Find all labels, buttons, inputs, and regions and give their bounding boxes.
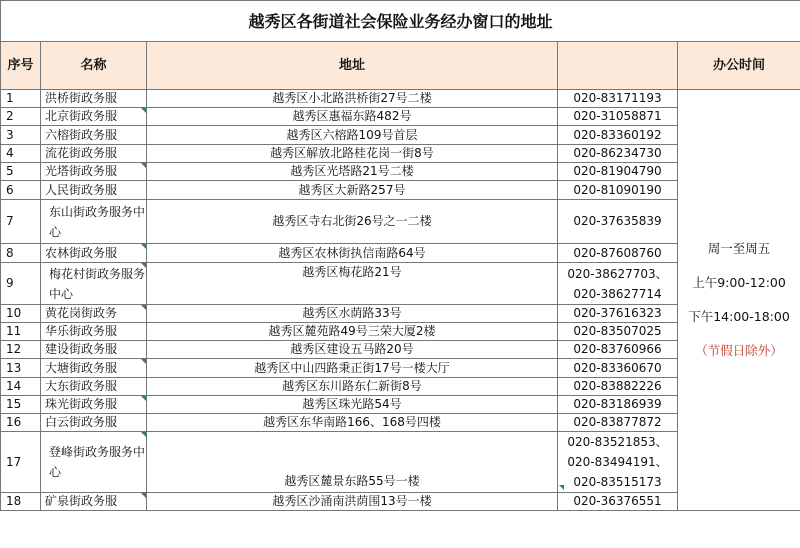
comment-marker-icon (141, 263, 146, 268)
phone-number: 020-81090190 (573, 182, 662, 197)
row-address: 越秀区农林街执信南路64号 (147, 244, 558, 263)
header-hours: 办公时间 (678, 42, 800, 90)
phone-number: 020-83521853、 (567, 435, 668, 449)
row-address: 越秀区沙涌南洪荫围13号一楼 (147, 493, 558, 511)
row-name: 珠光街政务服 (41, 396, 147, 414)
row-name: 梅花村街政务服务中心 (41, 263, 147, 305)
phone-number: 020-86234730 (573, 146, 662, 160)
row-seq: 7 (1, 200, 41, 244)
row-phone (558, 305, 678, 323)
row-address: 越秀区六榕路109号首层 (147, 126, 558, 145)
header-seq: 序号 (1, 42, 41, 90)
comment-marker-icon (141, 305, 146, 310)
phone-number: 020-83760966 (573, 342, 662, 356)
row-phone (558, 493, 678, 511)
phone-number: 020-83515173 (573, 475, 662, 489)
row-address: 越秀区东华南路166、168号四楼 (147, 414, 558, 432)
spacer (678, 292, 800, 308)
phone-number: 020-83360192 (573, 127, 662, 142)
header-name: 名称 (41, 42, 147, 90)
row-seq: 3 (1, 126, 41, 145)
phone-number: 020-31058871 (573, 109, 662, 123)
row-address: 越秀区梅花路21号 (147, 263, 558, 305)
row-address: 越秀区大新路257号 (147, 181, 558, 200)
row-phone (558, 200, 678, 244)
row-phone (558, 432, 678, 493)
row-phone (558, 359, 678, 378)
row-phone (558, 145, 678, 163)
row-address: 越秀区惠福东路482号 (147, 108, 558, 126)
phone-number: 020-81904790 (573, 164, 662, 178)
phone-number: 020-83360670 (573, 360, 662, 375)
row-seq: 8 (1, 244, 41, 263)
spacer (678, 258, 800, 274)
row-address: 越秀区建设五马路20号 (147, 341, 558, 359)
phone-number: 020-37635839 (573, 214, 662, 228)
row-phone (558, 263, 678, 305)
row-name: 大塘街政务服 (41, 359, 147, 378)
row-name: 大东街政务服 (41, 378, 147, 396)
row-seq: 12 (1, 341, 41, 359)
row-seq: 16 (1, 414, 41, 432)
phone-number: 020-37616323 (573, 306, 662, 320)
row-address: 越秀区珠光路54号 (147, 396, 558, 414)
row-phone (558, 341, 678, 359)
row-phone (558, 90, 678, 108)
row-seq: 10 (1, 305, 41, 323)
phone-number: 020-83507025 (573, 324, 662, 338)
comment-marker-icon (141, 359, 146, 364)
table-row (1, 90, 800, 108)
row-name: 登峰街政务服务中心 (41, 432, 147, 493)
row-phone (558, 378, 678, 396)
row-address: 越秀区中山四路秉正街17号一楼大厅 (147, 359, 558, 378)
row-seq: 1 (1, 90, 41, 108)
row-name: 洪桥街政务服 (41, 90, 147, 108)
phone-number: 020-83494191、 (567, 455, 668, 469)
phone-number: 020-38627714 (573, 286, 662, 301)
row-name: 白云街政务服 (41, 414, 147, 432)
row-name: 黄花岗街政务 (41, 305, 147, 323)
row-phone (558, 181, 678, 200)
row-address: 越秀区麓景东路55号一楼 (147, 432, 558, 493)
row-seq: 4 (1, 145, 41, 163)
row-seq: 9 (1, 263, 41, 305)
row-seq: 6 (1, 181, 41, 200)
row-seq: 13 (1, 359, 41, 378)
row-seq: 18 (1, 493, 41, 511)
header-address: 地址 (147, 42, 558, 90)
phone-number: 020-87608760 (573, 245, 662, 260)
row-name: 华乐街政务服 (41, 323, 147, 341)
row-seq: 14 (1, 378, 41, 396)
row-address: 越秀区解放北路桂花岗一街8号 (147, 145, 558, 163)
phone-number: 020-83171193 (573, 91, 662, 105)
row-address: 越秀区麓苑路49号三荣大厦2楼 (147, 323, 558, 341)
row-address: 越秀区光塔路21号二楼 (147, 163, 558, 181)
phone-number: 020-36376551 (573, 494, 662, 508)
row-seq: 2 (1, 108, 41, 126)
row-address: 越秀区小北路洪桥街27号二楼 (147, 90, 558, 108)
comment-marker-icon (141, 493, 146, 498)
row-address: 越秀区寺右北街26号之一二楼 (147, 200, 558, 244)
spacer (678, 326, 800, 342)
row-name: 流花街政务服 (41, 145, 147, 163)
row-address: 越秀区水荫路33号 (147, 305, 558, 323)
comment-marker-icon (141, 244, 146, 249)
row-name: 矿泉街政务服 (41, 493, 147, 511)
row-phone (558, 323, 678, 341)
row-phone (558, 414, 678, 432)
row-address: 越秀区东川路东仁新街8号 (147, 378, 558, 396)
comment-marker-icon (141, 163, 146, 168)
row-name: 人民街政务服 (41, 181, 147, 200)
table-title: 越秀区各街道社会保险业务经办窗口的地址 (1, 1, 800, 42)
office-morning: 上午9:00-12:00 (692, 275, 786, 290)
office-days: 周一至周五 (707, 241, 771, 256)
comment-marker-icon (141, 432, 146, 437)
phone-number: 020-38627703、 (567, 266, 668, 281)
row-seq: 15 (1, 396, 41, 414)
comment-marker-icon (141, 396, 146, 401)
row-name: 六榕街政务服 (41, 126, 147, 145)
row-phone (558, 126, 678, 145)
phone-number: 020-83882226 (573, 379, 662, 393)
row-seq: 17 (1, 432, 41, 493)
row-name: 建设街政务服 (41, 341, 147, 359)
row-phone (558, 108, 678, 126)
comment-marker-icon (141, 108, 146, 113)
row-name: 东山街政务服务中心 (41, 200, 147, 244)
row-seq: 11 (1, 323, 41, 341)
office-afternoon: 下午14:00-18:00 (688, 309, 790, 324)
header-phone (558, 42, 678, 90)
row-name: 光塔街政务服 (41, 163, 147, 181)
phone-number: 020-83877872 (573, 415, 662, 429)
office-note: （节假日除外） (695, 343, 783, 358)
row-phone (558, 396, 678, 414)
row-seq: 5 (1, 163, 41, 181)
row-phone (558, 163, 678, 181)
table-body (1, 90, 800, 511)
office-hours-cell (678, 90, 800, 511)
comment-marker-icon (559, 485, 564, 490)
row-name: 北京街政务服 (41, 108, 147, 126)
row-phone (558, 244, 678, 263)
row-name: 农林街政务服 (41, 244, 147, 263)
phone-number: 020-83186939 (573, 397, 662, 411)
